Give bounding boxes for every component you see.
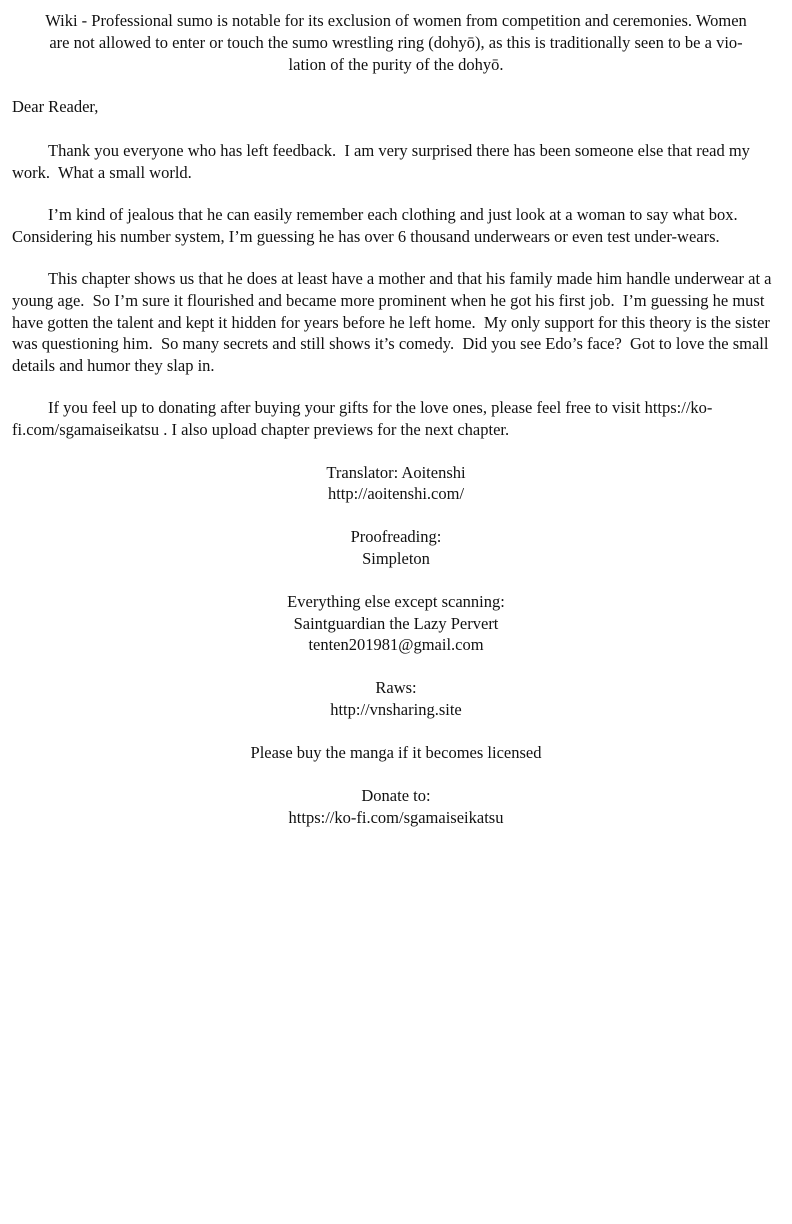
everything-else-label: Everything else except scanning: xyxy=(287,592,505,612)
proofreading-label: Proofreading: xyxy=(350,527,442,547)
salutation: Dear Reader, xyxy=(12,97,99,116)
raws-label: Raws: xyxy=(375,678,417,698)
paragraph-chapter: This chapter shows us that he does at least have a mother and that his family made him handle underwear at a young age. So I’m sure it flourished and became more prominent when he got his first job. I’m guessing he must have gotten the talent and kept it hidden for years before he left home. My only support for this theory is the sister was questioning him. So many secrets and still shows it’s comedy. Did you see Edo’s face? Got to love the small details and humor they slap in. xyxy=(12,269,776,375)
wiki-line-1: Wiki - Professional sumo is notable for its exclusion of women from competition and ceremonies. Women xyxy=(45,11,747,30)
everything-else-credit xyxy=(12,591,780,656)
donate-label: Donate to: xyxy=(361,786,431,806)
proofreading-credit xyxy=(12,526,780,569)
wiki-line-3: lation of the purity of the dohyō. xyxy=(288,55,504,74)
wiki-note xyxy=(12,10,780,76)
raws-link[interactable]: http://vnsharing.site xyxy=(330,700,462,720)
everything-else-name: Saintguardian the Lazy Pervert xyxy=(293,613,499,633)
document-page xyxy=(12,10,780,850)
donate-link[interactable]: https://ko-fi.com/sgamaiseikatsu xyxy=(288,808,504,828)
wiki-prefix: Wiki - xyxy=(45,11,92,30)
translator-label: Translator: Aoitenshi xyxy=(326,462,466,482)
raws-credit xyxy=(12,677,780,720)
paragraph-jealous: I’m kind of jealous that he can easily remember each clothing and just look at a woman to say what box. Considering his number system, I’m guessing he has over 6 thousand underwears or even test under-wears. xyxy=(12,205,746,246)
credits xyxy=(12,462,780,829)
donate-credit xyxy=(12,785,780,828)
license-notice xyxy=(12,742,780,764)
wiki-line-2: are not allowed to enter or touch the sumo wrestling ring (dohyō), as this is traditionally seen to be a vio- xyxy=(49,33,743,52)
paragraph-feedback: Thank you everyone who has left feedback. I am very surprised there has been someone else that read my work. What a small world. xyxy=(12,141,755,182)
everything-else-email[interactable]: tenten201981@gmail.com xyxy=(308,635,484,655)
translator-credit xyxy=(12,462,780,505)
proofreading-name: Simpleton xyxy=(362,548,430,568)
translator-link[interactable]: http://aoitenshi.com/ xyxy=(327,484,465,504)
license-notice-text: Please buy the manga if it becomes licensed xyxy=(250,743,542,763)
paragraph-donation: If you feel up to donating after buying your gifts for the love ones, please feel free to visit https://ko-fi.com/sgamaiseikatsu . I also upload chapter previews for the next chapter. xyxy=(12,398,713,439)
